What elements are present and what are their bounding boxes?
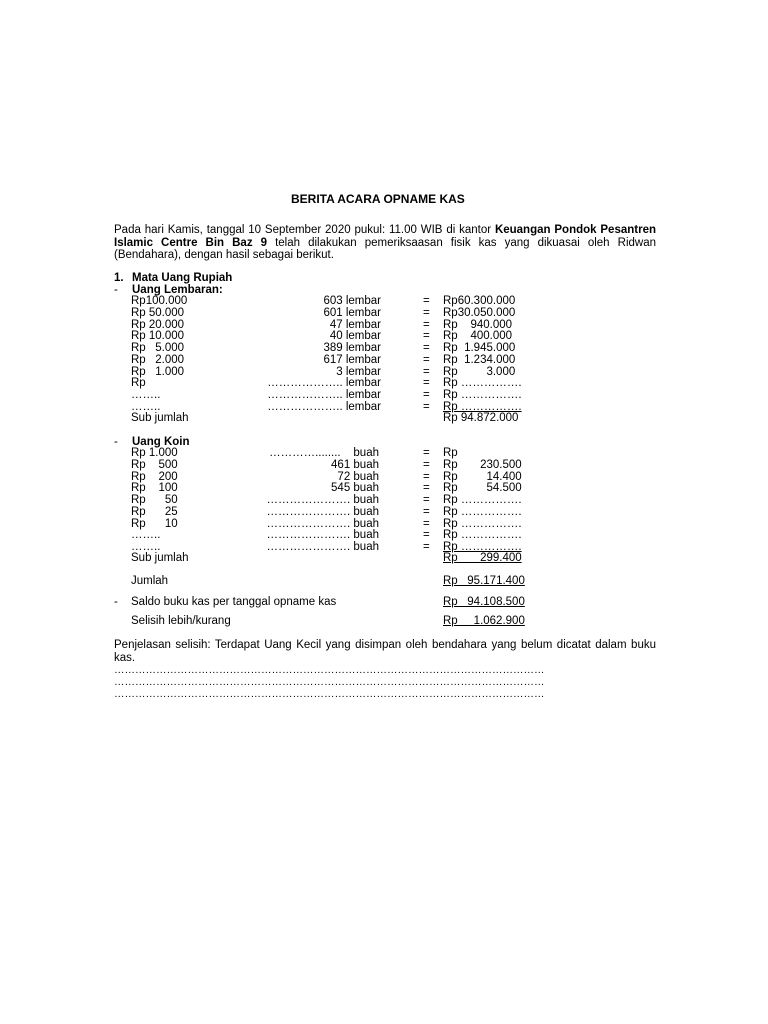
lembaran-row-quantity: 603 lembar: [323, 295, 381, 307]
lembaran-row-amount: Rp30.050.000: [443, 306, 516, 319]
koin-row-denomination: Rp 10: [131, 517, 178, 530]
lembaran-row-denomination: Rp 1.000: [131, 365, 185, 378]
koin-row-quantity: …………………. buah: [266, 505, 379, 518]
koin-row-quantity: 545 buah: [331, 482, 379, 495]
lembaran-bullet: -: [114, 284, 118, 296]
lembaran-row-equals-sign: =: [423, 365, 430, 378]
koin-row-equals-sign: =: [423, 494, 430, 506]
dotted-line-1: ……………………………………………………………………………………………………………: [114, 664, 545, 676]
lembaran-row-quantity: ……………….. lembar: [267, 377, 381, 390]
lembaran-row-amount: Rp60.300.000: [443, 295, 516, 307]
lembaran-row-quantity: 601 lembar: [323, 306, 381, 319]
lembaran-row-quantity: 389 lembar: [323, 342, 381, 354]
koin-row-amount: Rp: [443, 447, 458, 459]
lembaran-row-amount: Rp 3.000: [443, 365, 516, 378]
dotted-line-3: ……………………………………………………………………………………………………………: [114, 688, 545, 700]
lembaran-row-equals-sign: =: [423, 400, 430, 413]
lembaran-row-denomination: Rp 5.000: [131, 342, 185, 354]
lembaran-heading: Uang Lembaran:: [132, 284, 223, 296]
koin-bullet: -: [114, 436, 118, 448]
koin-row-equals-sign: =: [423, 447, 430, 459]
saldo-bullet: -: [114, 596, 118, 608]
jumlah-amount: Rp 95.171.400: [443, 575, 525, 587]
document-title: BERITA ACARA OPNAME KAS: [291, 192, 465, 206]
koin-row-amount: Rp …………….: [443, 494, 522, 506]
koin-row-denomination: Rp 500: [131, 458, 178, 471]
lembaran-row-equals-sign: =: [423, 342, 430, 354]
lembaran-row-equals-sign: =: [423, 377, 430, 390]
koin-row-amount: Rp 54.500: [443, 482, 522, 495]
lembaran-row-amount: Rp …………….: [443, 377, 522, 390]
koin-row-amount: Rp …………….: [443, 517, 522, 530]
intro-text-1: Pada hari Kamis, tanggal 10 September 2020 pukul: 11.00 WIB di kantor: [114, 224, 495, 236]
lembaran-row-amount: Rp 940.000: [443, 318, 513, 331]
lembaran-row-denomination: Rp 50.000: [131, 306, 185, 319]
lembaran-row-quantity: ……………….. lembar: [267, 389, 381, 401]
koin-row-equals-sign: =: [423, 541, 430, 553]
lembaran-row-equals-sign: =: [423, 306, 430, 319]
koin-row-equals-sign: =: [423, 482, 430, 495]
lembaran-row-denomination: Rp 2.000: [131, 353, 185, 366]
koin-row-denomination: Rp 50: [131, 494, 178, 506]
section-number: 1.: [114, 272, 124, 284]
koin-row-denomination: Rp 200: [131, 470, 178, 483]
lembaran-row-quantity: 3 lembar: [336, 365, 381, 378]
koin-row-equals-sign: =: [423, 458, 430, 471]
koin-row-quantity: …………........ buah: [269, 447, 379, 459]
selisih-label: Selisih lebih/kurang: [131, 615, 231, 627]
lembaran-row-denomination: Rp100.000: [131, 295, 188, 307]
koin-row-amount: Rp 230.500: [443, 458, 522, 471]
lembaran-row-equals-sign: =: [423, 330, 430, 343]
lembaran-row-amount: Rp 400.000: [443, 330, 513, 343]
koin-row-equals-sign: =: [423, 529, 430, 542]
koin-row-amount: Rp 14.400: [443, 470, 522, 483]
lembaran-row-amount: Rp …………….: [443, 389, 522, 401]
koin-row-denomination: Rp 25: [131, 505, 178, 518]
lembaran-row-denomination: Rp: [131, 377, 146, 390]
koin-row-denomination: Rp 1.000: [131, 447, 178, 459]
lembaran-row-denomination: Rp 10.000: [131, 330, 185, 343]
lembaran-row-equals-sign: =: [423, 318, 430, 331]
koin-row-quantity: …………………. buah: [266, 517, 379, 530]
lembaran-row-quantity: ……………….. lembar: [267, 400, 381, 413]
lembaran-row-equals-sign: =: [423, 295, 430, 307]
koin-subtotal-amount: Rp 299.400: [443, 552, 522, 564]
penjelasan-paragraph: Penjelasan selisih: Terdapat Uang Kecil yang disimpan oleh bendahara yang belum dicatat dalam buku kas.: [114, 639, 656, 664]
lembaran-row-equals-sign: =: [423, 353, 430, 366]
lembaran-row-amount: Rp 1.945.000: [443, 342, 516, 354]
koin-row-denomination: ……..: [131, 529, 161, 542]
koin-subtotal-label: Sub jumlah: [131, 552, 189, 564]
koin-row-quantity: 461 buah: [331, 458, 379, 471]
lembaran-row-amount: Rp 1.234.000: [443, 353, 516, 366]
lembaran-row-quantity: 47 lembar: [329, 318, 381, 331]
selisih-amount: Rp 1.062.900: [443, 615, 525, 627]
koin-row-equals-sign: =: [423, 505, 430, 518]
saldo-label: Saldo buku kas per tanggal opname kas: [131, 596, 337, 608]
koin-row-amount: Rp …………….: [443, 529, 522, 542]
koin-row-quantity: …………………. buah: [266, 529, 379, 542]
koin-row-quantity: …………………. buah: [266, 494, 379, 506]
intro-bold-office: Keuangan Pondok Pesantren Islamic Centre Bin Baz 9: [114, 224, 656, 249]
koin-row-quantity: 72 buah: [337, 470, 379, 483]
lembaran-row-equals-sign: =: [423, 389, 430, 401]
koin-row-amount: Rp …………….: [443, 505, 522, 518]
lembaran-subtotal-label: Sub jumlah: [131, 412, 189, 424]
koin-row-equals-sign: =: [423, 517, 430, 530]
lembaran-row-denomination: ……..: [131, 389, 161, 401]
koin-row-denomination: Rp 100: [131, 482, 178, 495]
lembaran-row-quantity: 40 lembar: [329, 330, 381, 343]
lembaran-subtotal-amount: Rp 94.872.000: [443, 412, 519, 424]
dotted-line-2: ……………………………………………………………………………………………………………: [114, 676, 545, 688]
intro-paragraph: [114, 224, 656, 262]
jumlah-label: Jumlah: [131, 575, 169, 587]
koin-row-amount: Rp …………….: [443, 541, 522, 553]
lembaran-row-amount: Rp …………….: [443, 400, 522, 413]
lembaran-row-denomination: Rp 20.000: [131, 318, 185, 331]
section-heading: Mata Uang Rupiah: [132, 272, 233, 284]
koin-row-quantity: …………………. buah: [266, 541, 379, 553]
koin-row-equals-sign: =: [423, 470, 430, 483]
lembaran-row-denomination: ……..: [131, 400, 161, 413]
saldo-amount: Rp 94.108.500: [443, 596, 525, 608]
intro-text-2: telah dilakukan pemeriksaasan fisik kas yang dikuasai oleh Ridwan (Bendahara), dengan hasil sebagai berikut.: [114, 236, 656, 261]
koin-row-denomination: ……..: [131, 541, 161, 553]
koin-heading: Uang Koin: [132, 436, 190, 448]
lembaran-row-quantity: 617 lembar: [323, 353, 381, 366]
